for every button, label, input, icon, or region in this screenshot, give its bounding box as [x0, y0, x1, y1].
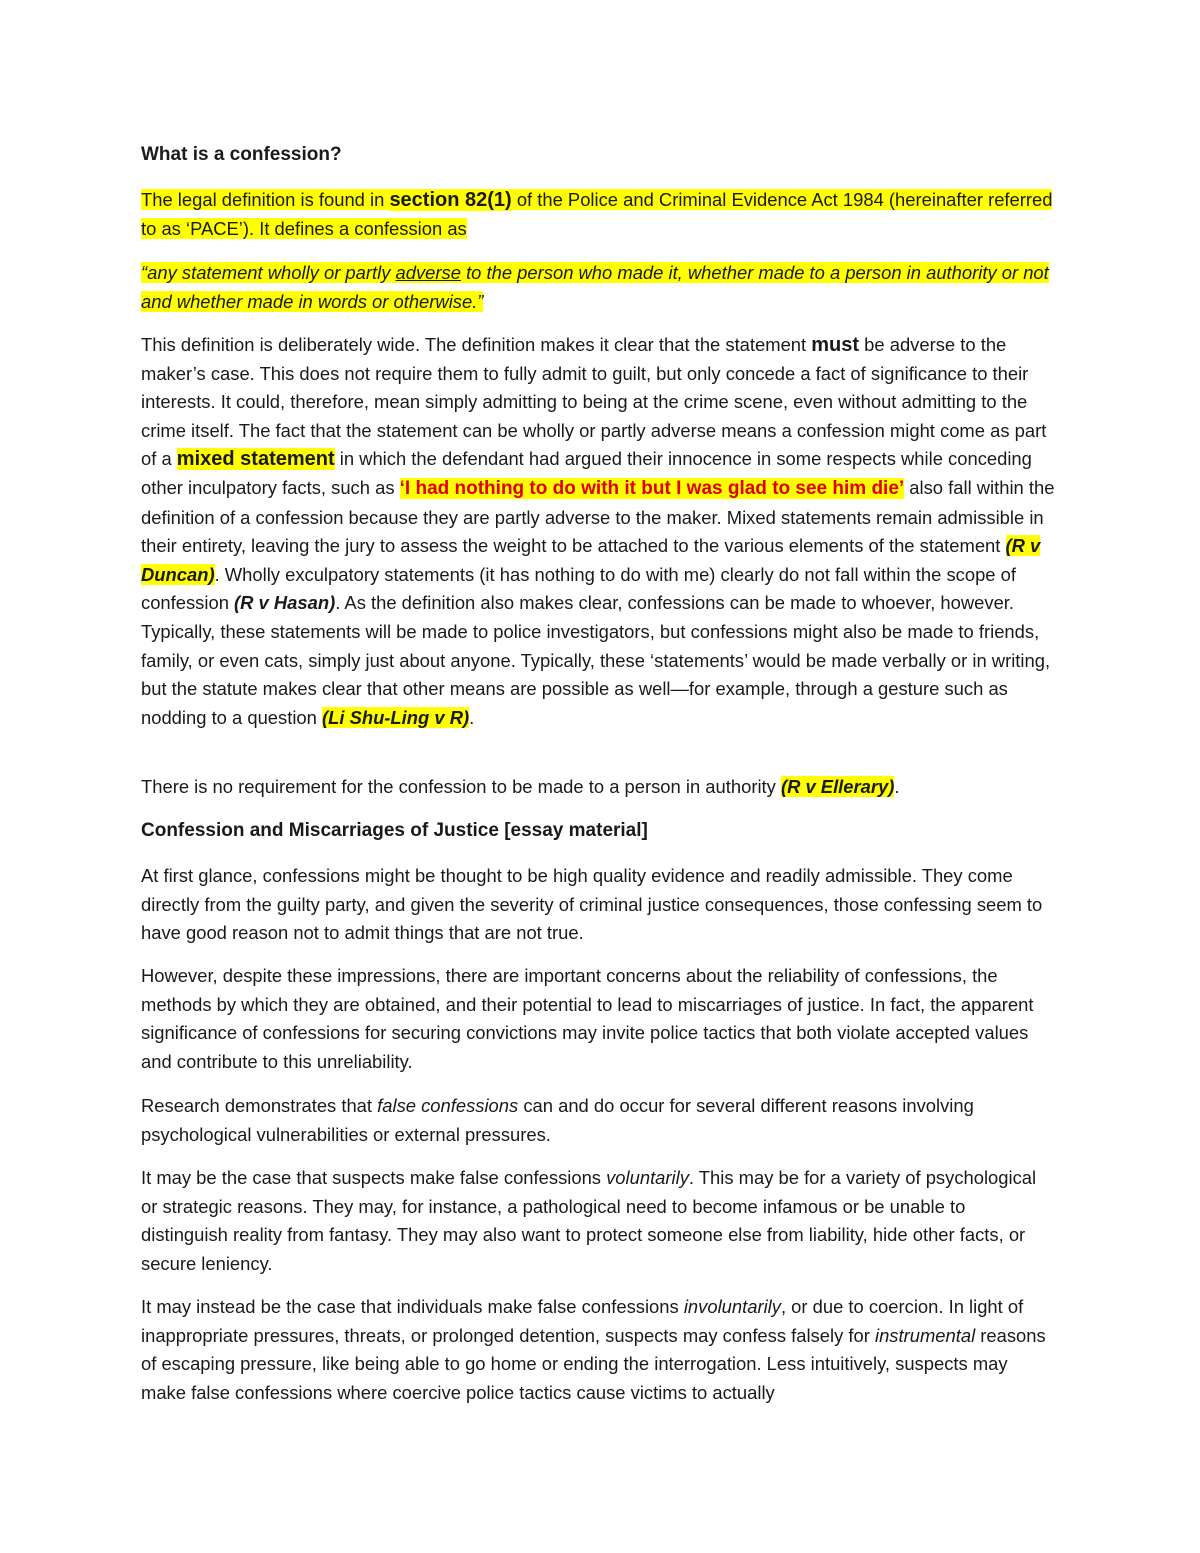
- case-r-v-hasan: (R v Hasan): [234, 592, 336, 614]
- paragraph-however: However, despite these impressions, there are important concerns about the reliability of confessions, the methods by which they are obtained, and their potential to lead to miscarriages of justice. In fact, the apparent significance of confessions for securing convictions may invite police tactics that both violate accepted values and contribute to this unreliability.: [141, 965, 1034, 1072]
- p2-text-a: This definition is deliberately wide. The definition makes it clear that the statement: [141, 334, 812, 355]
- p2-text-g: also fall within the definition of a confession because they are partly adverse to the maker. Mixed statements remain admissible in their entirety, leaving the jury to assess the weight to be attached to the various elements of the statement: [141, 476, 1055, 557]
- quote-text-a: “any statement wholly or partly: [141, 262, 396, 283]
- p2-text-m: .: [469, 706, 475, 728]
- p7-text-a: It may be the case that suspects make false confessions: [141, 1167, 607, 1188]
- paragraph-voluntarily: [141, 1164, 1056, 1278]
- p6-false-confessions: false confessions: [377, 1095, 519, 1116]
- case-r-v-ellerary: (R v Ellerary): [780, 776, 895, 797]
- p6-text-c: can and do occur for several different reasons involving psychological vulnerabilities or external pressures.: [141, 1095, 974, 1145]
- p8-text-a: It may instead be the case that individuals make false confessions: [141, 1296, 684, 1317]
- p3-text-a: There is no requirement for the confession to be made to a person in authority: [141, 776, 781, 797]
- p1-section-ref: section 82(1): [389, 189, 512, 211]
- p8-text-c: , or due to coercion. In light of inappropriate pressures, threats, or prolonged detention, suspects may confess falsely for: [141, 1296, 1024, 1346]
- case-li-shu-ling: (Li Shu-Ling v R): [322, 706, 470, 728]
- p6-text-a: Research demonstrates that: [141, 1095, 378, 1116]
- p2-text-k: . As the definition also makes clear, confessions can be made to whoever, however. Typically, these statements will be made to police investigators, but confessions might also be made to friends, family, or even cats, simply just about anyone. Typically, these ‘statements’ would be made verbally or in writing, but the statute makes clear that other means are possible as well—for example, through a gesture such as nodding to a question: [141, 592, 1051, 728]
- heading-miscarriages: Confession and Miscarriages of Justice [essay material]: [141, 820, 648, 841]
- p1-text-a: The legal definition is found in: [141, 189, 390, 210]
- p2-must: must: [811, 334, 860, 356]
- quote-text-c: to the person who made it, whether made to a person in authority or not and whether made in words or otherwise.”: [141, 262, 1049, 312]
- paragraph-research: [141, 1092, 1056, 1149]
- case-r-v-duncan: (R v Duncan): [141, 535, 1041, 585]
- paragraph-involuntarily: [141, 1293, 1056, 1407]
- paragraph-legal-definition: [141, 186, 1056, 243]
- p3-text-c: .: [894, 776, 900, 797]
- quote-adverse: adverse: [395, 262, 461, 283]
- paragraph-first-glance: At first glance, confessions might be thought to be high quality evidence and readily admissible. They come directly from the guilty party, and given the severity of criminal justice consequences, those confessing seem to have good reason not to admit things that are not true.: [141, 865, 1043, 944]
- p7-voluntarily: voluntarily: [606, 1167, 689, 1188]
- paragraph-no-requirement: [141, 773, 1056, 802]
- p2-quote-example: ‘I had nothing to do with it but I was glad to see him die’: [399, 477, 905, 499]
- p8-involuntarily: involuntarily: [683, 1296, 781, 1317]
- p2-mixed-statement: mixed statement: [176, 448, 335, 471]
- p8-instrumental: instrumental: [874, 1324, 976, 1346]
- p1-text-c: of the Police and Criminal Evidence Act 1984 (hereinafter referred to as ‘PACE’). It defines a confession as: [141, 189, 1053, 239]
- heading-what-is-confession: What is a confession?: [141, 144, 342, 165]
- p2-text-i: . Wholly exculpatory statements (it has nothing to do with me) clearly do not fall within the scope of confession: [141, 563, 1016, 614]
- p2-text-e: in which the defendant had argued their innocence in some respects while conceding other inculpatory facts, such as: [141, 448, 1032, 498]
- paragraph-definition-quote: [141, 259, 1056, 316]
- p8-text-e: reasons of escaping pressure, like being able to go home or ending the interrogation. Less intuitively, suspects may make false confessions where coercive police tactics cause victims to actually: [141, 1324, 1046, 1403]
- p7-text-c: . This may be for a variety of psychological or strategic reasons. They may, for instance, a pathological need to become infamous or be unable to distinguish reality from fantasy. They may also want to protect someone else from liability, hide other facts, or secure leniency.: [141, 1167, 1037, 1274]
- p2-text-c: be adverse to the maker’s case. This does not require them to fully admit to guilt, but only concede a fact of significance to their interests. It could, therefore, mean simply admitting to being at the crime scene, even without admitting to the crime itself. The fact that the statement can be wholly or partly adverse means a confession might come as part of a: [141, 334, 1047, 470]
- paragraph-definition-wide: [141, 331, 1056, 732]
